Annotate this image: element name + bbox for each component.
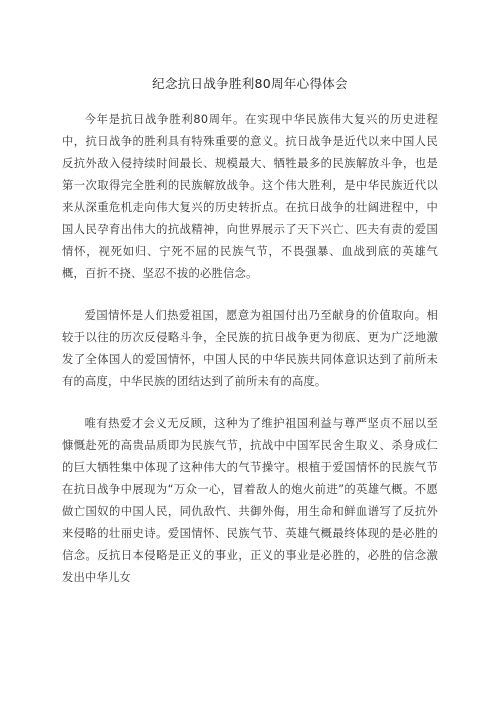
paragraph-1: 今年是抗日战争胜利80周年。在实现中华民族伟大复兴的历史进程中，抗日战争的胜利具有特殊重要的意义。抗日战争是近代以来中国人民反抗外敌入侵持续时间最长、规模最大、牺牲最多的民族解放斗争，也是第一次取得完全胜利的民族解放战争。这个伟大胜利，是中华民族近代以来从深重危机走向伟大复兴的历史转折点。在抗日战争的壮阔进程中，中国人民孕育出伟大的抗战精神，向世界展示了天下兴亡、匹夫有责的爱国情怀，视死如归、宁死不屈的民族气节，不畏强暴、血战到底的英雄气概，百折不挠、坚忍不拔的必胜信念。: [62, 113, 438, 280]
document-body: [62, 109, 438, 609]
paragraph-3: 唯有热爱才会义无反顾，这种为了维护祖国利益与尊严坚贞不屈以至慷慨赴死的高贵品质即为民族气节，抗战中中国军民舍生取义、杀身成仁的巨大牺牲集中体现了这种伟大的气节操守。根植于爱国情怀的民族气节在抗日战争中展现为“万众一心，冒着敌人的炮火前进”的英雄气概。不愿做亡国奴的中国人民，同仇敌忾、共御外侮，用生命和鲜血谱写了反抗外来侵略的壮丽史诗。爱国情怀、民族气节、英雄气概最终体现的是必胜的信念。反抗日本侵略是正义的事业，正义的事业是必胜的，必胜的信念激发出中华儿女: [62, 417, 438, 584]
paragraph-2: 爱国情怀是人们热爱祖国，愿意为祖国付出乃至献身的价值取向。相较于以往的历次反侵略斗争，全民族的抗日战争更为彻底、更为广泛地激发了全体国人的爱国情怀，中国人民的中华民族共同体意识达到了前所未有的高度，中华民族的团结达到了前所未有的高度。: [62, 309, 438, 388]
document-title: 纪念抗日战争胜利80周年心得体会: [152, 76, 348, 91]
